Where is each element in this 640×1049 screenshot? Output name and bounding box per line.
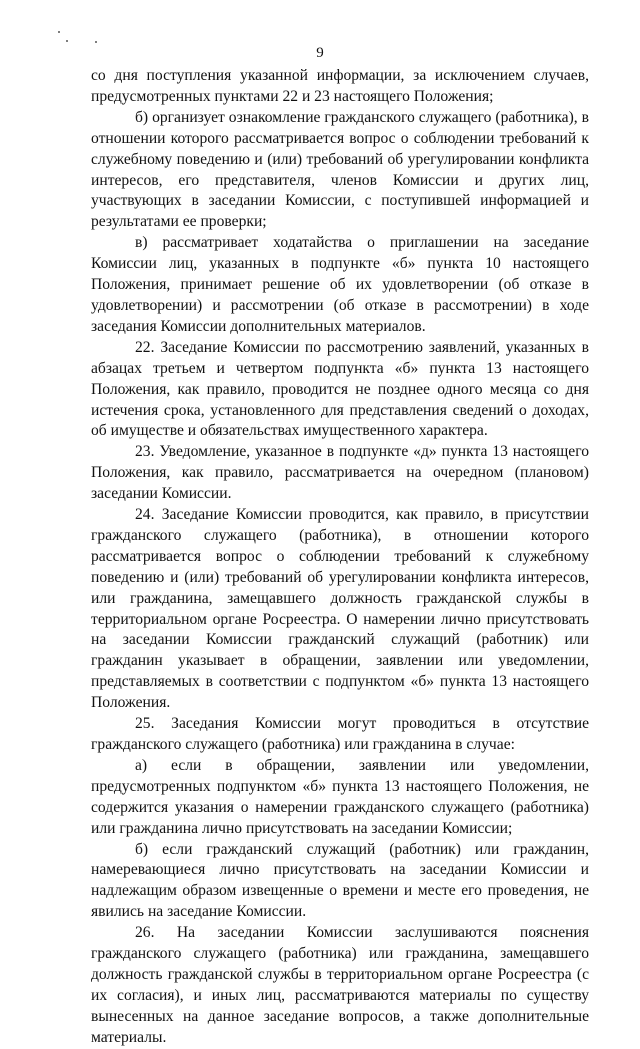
scan-speck xyxy=(95,41,97,43)
paragraph: б) организует ознакомление гражданского служащего (работника), в отношении которого рассматривается вопрос о соблюдении требований к служебному поведению и (или) требований об урегулировании конфликта интересов, его представителя, членов Комиссии и других лиц, участвующих в заседании Комиссии, с поступившей информацией и результатами ее проверки; xyxy=(91,108,589,231)
scan-speck xyxy=(66,40,68,42)
paragraph: со дня поступления указанной информации, за исключением случаев, предусмотренных пунктами 22 и 23 настоящего Положения; xyxy=(91,67,589,105)
document-body xyxy=(91,66,589,1049)
paragraph: 22. Заседание Комиссии по рассмотрению заявлений, указанных в абзацах третьем и четвертом подпункта «б» пункта 13 настоящего Положения, как правило, проводится не позднее одного месяца со дня истечения срока, установленного для представления сведений о доходах, об имуществе и обязательствах имущественного характера. xyxy=(91,338,589,440)
scan-speck xyxy=(58,31,60,33)
paragraph: 23. Уведомление, указанное в подпункте «д» пункта 13 настоящего Положения, как правило, рассматривается на очередном (плановом) заседании Комиссии. xyxy=(91,443,589,503)
paragraph: 24. Заседание Комиссии проводится, как правило, в присутствии гражданского служащего (работника), в отношении которого рассматривается вопрос о соблюдении требований к служебному поведению и (или) требований об урегулировании конфликта интересов, или гражданина, замещавшего должность гражданской службы в территориальном органе Росреестра. О намерении лично присутствовать на заседании Комиссии гражданский служащий (работник) или гражданин указывает в обращении, заявлении или уведомлении, представляемых в соответствии с подпунктом «б» пункта 13 настоящего Положения. xyxy=(91,506,589,712)
paragraph: 25. Заседания Комиссии могут проводиться в отсутствие гражданского служащего (работника) или гражданина в случае: xyxy=(91,715,589,753)
paragraph: 26. На заседании Комиссии заслушиваются пояснения гражданского служащего (работника) или гражданина, замещавшего должность гражданской службы в территориальном органе Росреестра (с их согласия), и иных лиц, рассматриваются материалы по существу вынесенных на данное заседание вопросов, а также дополнительные материалы. xyxy=(91,924,589,1046)
paragraph: а) если в обращении, заявлении или уведомлении, предусмотренных подпунктом «б» пункта 13 настоящего Положения, не содержится указания о намерении гражданского служащего (работника) или гражданина лично присутствовать на заседании Комиссии; xyxy=(91,756,589,837)
paragraph: б) если гражданский служащий (работник) или гражданин, намеревающиеся лично присутствовать на заседании Комиссии и надлежащим образом извещенные о времени и месте его проведения, не явились на заседание Комиссии. xyxy=(91,840,589,921)
paragraph: в) рассматривает ходатайства о приглашении на заседание Комиссии лиц, указанных в подпункте «б» пункта 10 настоящего Положения, принимает решение об их удовлетворении (об отказе в удовлетворении) и рассмотрении (об отказе в рассмотрении) в ходе заседания Комиссии дополнительных материалов. xyxy=(91,234,589,335)
page-number: 9 xyxy=(316,45,324,61)
